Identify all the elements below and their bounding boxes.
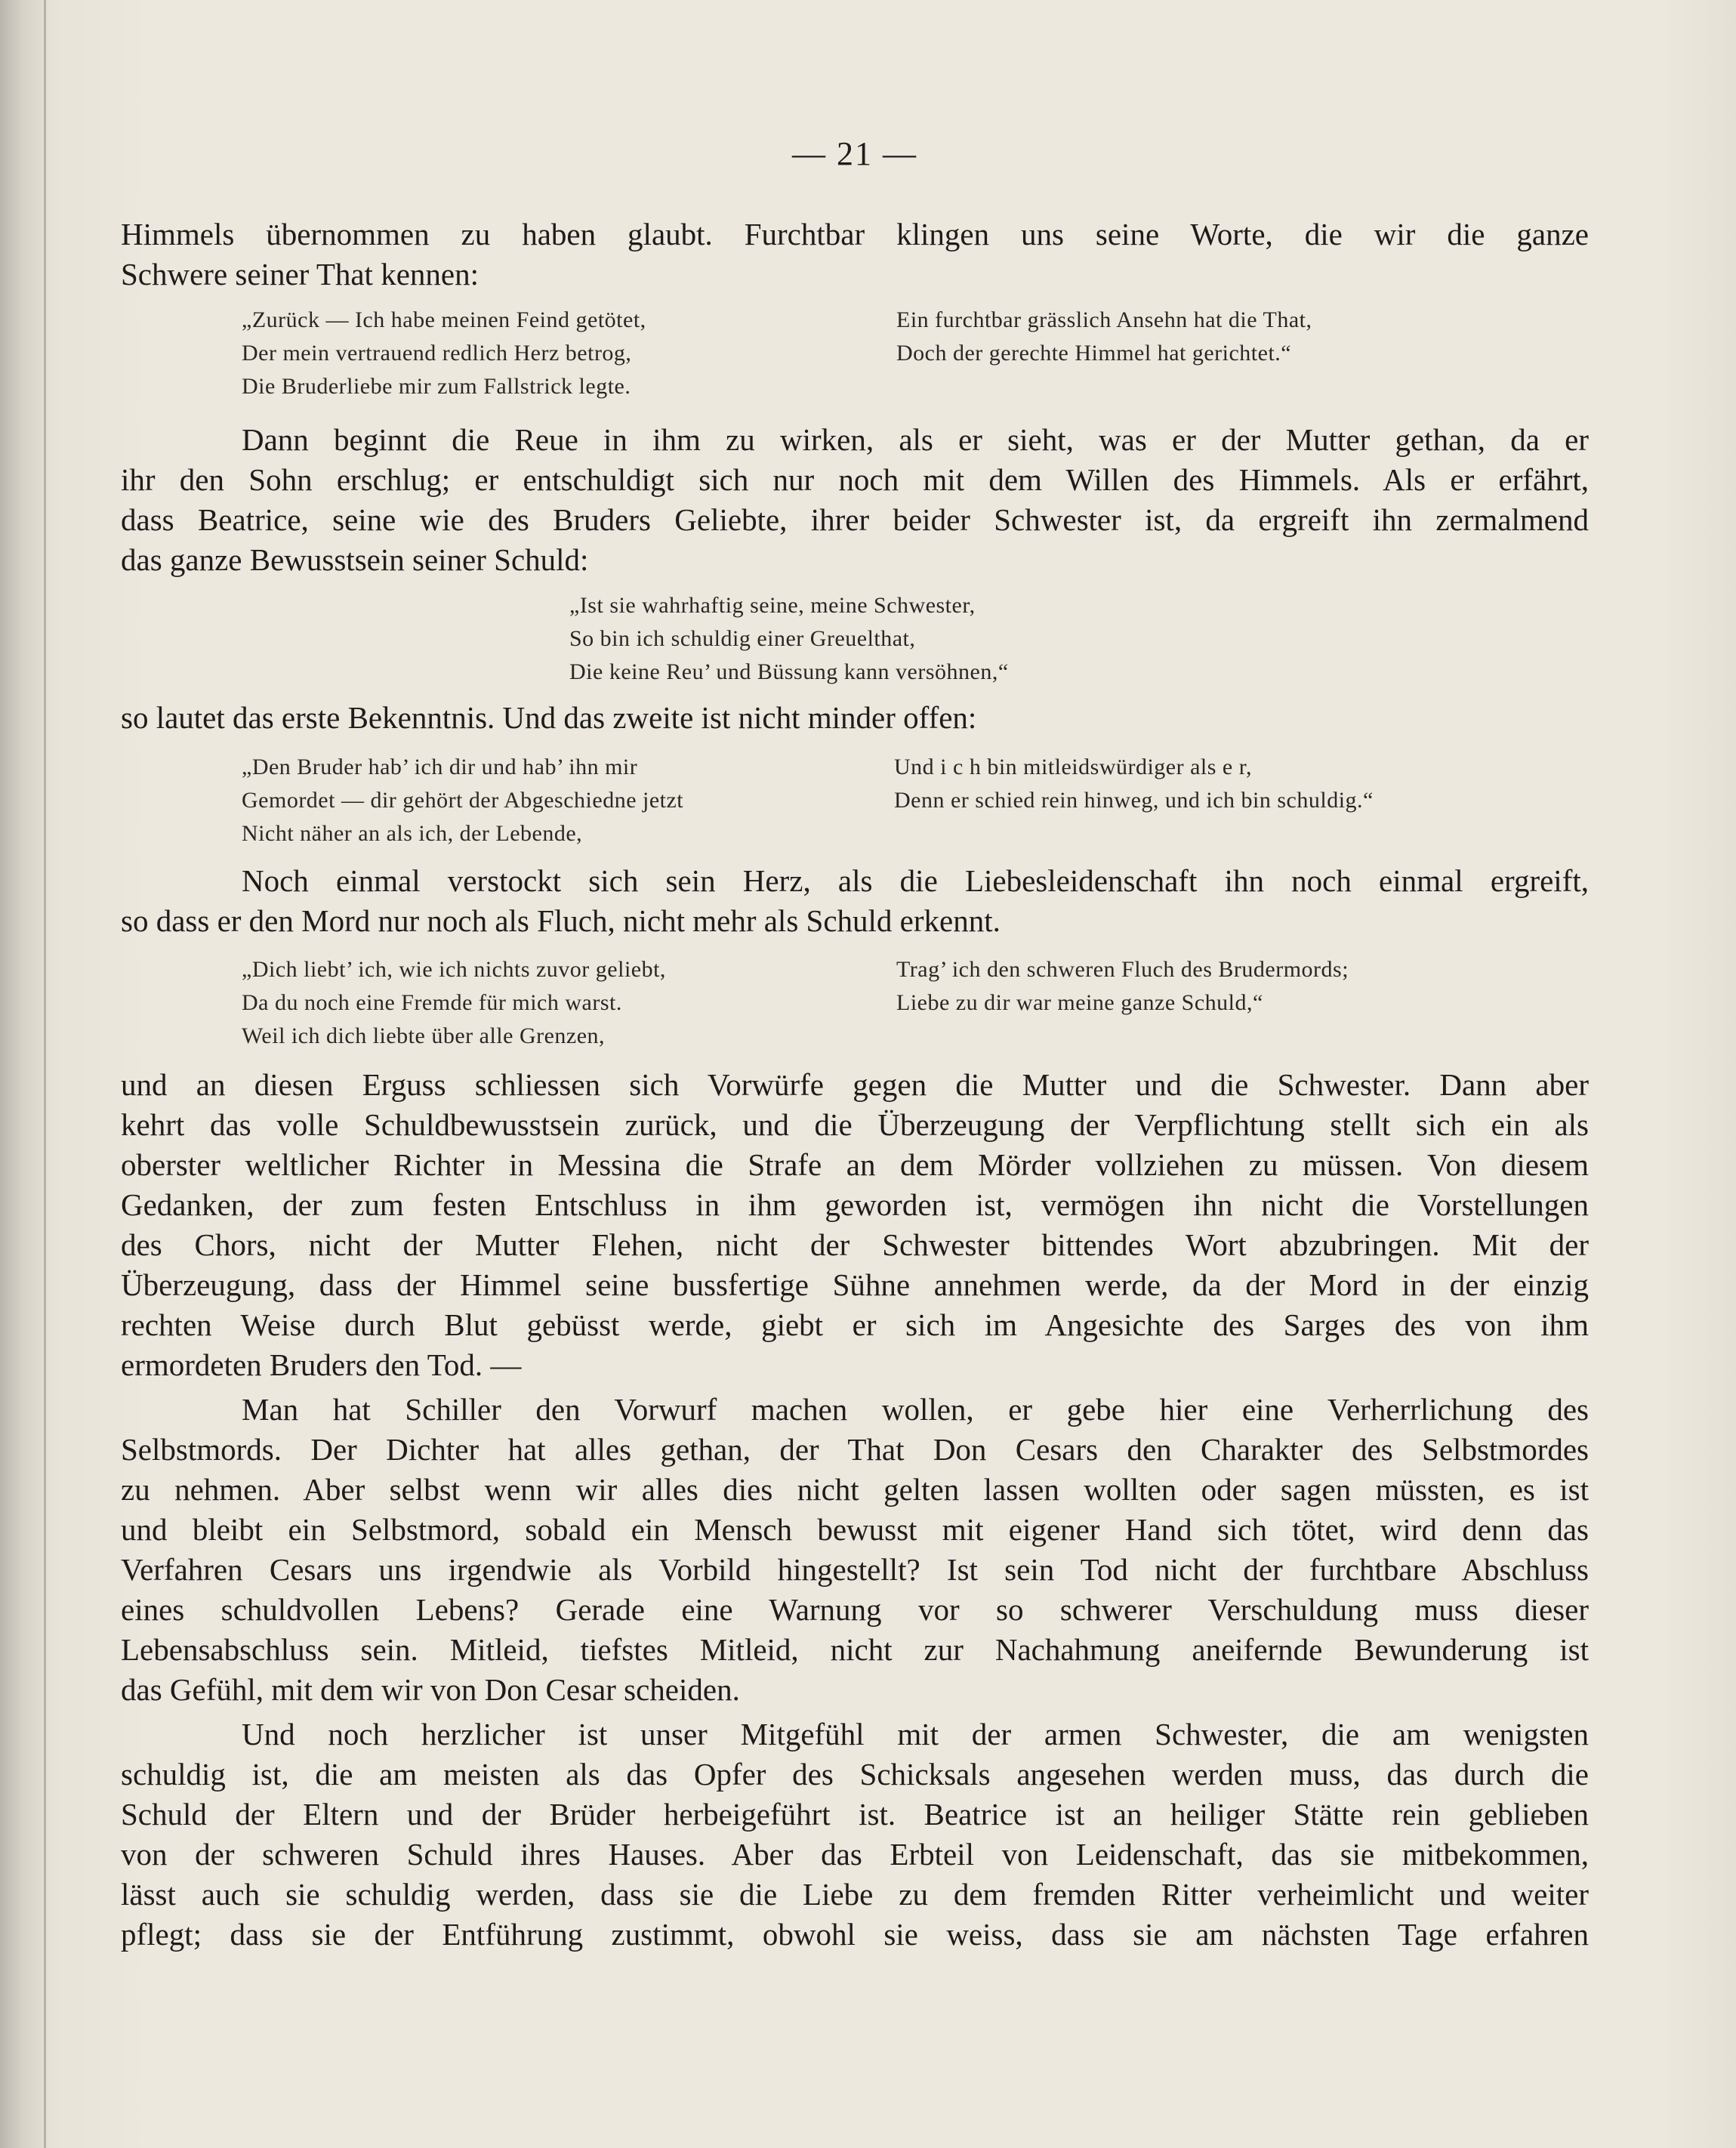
verse-line: Da du noch eine Fremde für mich warst. bbox=[242, 990, 622, 1015]
text-line: kehrt das volle Schuldbewusstsein zurück, und die Überzeugung der Verpflichtung stellt sich ein als bbox=[121, 1107, 1589, 1142]
text-line: pflegt; dass sie der Entführung zustimmt, obwohl sie weiss, dass sie am nächsten Tage erfahren bbox=[121, 1917, 1589, 1952]
paragraph-5 bbox=[121, 1065, 1589, 1385]
verse-line: „Den Bruder hab’ ich dir und hab’ ihn mir bbox=[242, 755, 638, 779]
text-line: und an diesen Erguss schliessen sich Vorwürfe gegen die Mutter und die Schwester. Dann aber bbox=[121, 1067, 1589, 1102]
verse-3-right bbox=[894, 751, 1374, 817]
verse-line: Weil ich dich liebte über alle Grenzen, bbox=[242, 1023, 606, 1048]
verse-1-left bbox=[242, 304, 646, 403]
text-line: schuldig ist, die am meisten als das Opfer des Schicksals angesehen werden muss, das durch die bbox=[121, 1757, 1589, 1792]
verse-line: Und i c h bin mitleidswürdiger als e r, bbox=[894, 755, 1253, 779]
verse-4-right bbox=[896, 953, 1349, 1020]
verse-line: Der mein vertrauend redlich Herz betrog, bbox=[242, 341, 632, 366]
text-line: des Chors, nicht der Mutter Flehen, nicht der Schwester bittendes Wort abzubringen. Mit der bbox=[121, 1227, 1589, 1262]
text-line: Schwere seiner That kennen: bbox=[121, 257, 479, 292]
text-line: Schuld der Eltern und der Brüder herbeigeführt ist. Beatrice ist an heiliger Stätte rein geblieben bbox=[121, 1797, 1589, 1832]
text-line: Noch einmal verstockt sich sein Herz, als die Liebesleidenschaft ihn noch einmal ergreift, bbox=[242, 863, 1589, 898]
page-gutter bbox=[44, 0, 46, 2148]
verse-line: „Zurück — Ich habe meinen Feind getötet, bbox=[242, 307, 646, 332]
verse-line: „Dich liebt’ ich, wie ich nichts zuvor geliebt, bbox=[242, 957, 666, 982]
text-line: Lebensabschluss sein. Mitleid, tiefstes Mitleid, nicht zur Nachahmung aneifernde Bewunderung ist bbox=[121, 1632, 1589, 1667]
text-line: zu nehmen. Aber selbst wenn wir alles dies nicht gelten lassen wollten oder sagen müssten, es ist bbox=[121, 1472, 1589, 1507]
text-line: oberster weltlicher Richter in Messina die Strafe an dem Mörder vollziehen zu müssen. Von diesem bbox=[121, 1147, 1589, 1182]
text-line: Und noch herzlicher ist unser Mitgefühl mit der armen Schwester, die am wenigsten bbox=[242, 1717, 1589, 1751]
paragraph-3 bbox=[121, 698, 1589, 738]
text-line: und bleibt ein Selbstmord, sobald ein Mensch bewusst mit eigener Hand sich tötet, wird denn das bbox=[121, 1512, 1589, 1547]
paragraph-6 bbox=[121, 1390, 1589, 1710]
verse-line: Ein furchtbar grässlich Ansehn hat die That, bbox=[896, 307, 1312, 332]
paragraph-2 bbox=[121, 420, 1589, 580]
verse-3-left bbox=[242, 751, 683, 850]
text-line: Verfahren Cesars uns irgendwie als Vorbild hingestellt? Ist sein Tod nicht der furchtbare Abschluss bbox=[121, 1552, 1589, 1587]
text-line: ihr den Sohn erschlug; er entschuldigt sich nur noch mit dem Willen des Himmels. Als er erfährt, bbox=[121, 462, 1589, 497]
text-line: so dass er den Mord nur noch als Fluch, nicht mehr als Schuld erkennt. bbox=[121, 903, 1001, 938]
text-line: so lautet das erste Bekenntnis. Und das zweite ist nicht minder offen: bbox=[121, 700, 977, 735]
text-line: das ganze Bewusstsein seiner Schuld: bbox=[121, 542, 589, 577]
text-line: Himmels übernommen zu haben glaubt. Furchtbar klingen uns seine Worte, die wir die ganze bbox=[121, 217, 1589, 252]
verse-line: So bin ich schuldig einer Greuelthat, bbox=[569, 626, 916, 651]
text-line: ermordeten Bruders den Tod. — bbox=[121, 1347, 522, 1382]
text-line: rechten Weise durch Blut gebüsst werde, giebt er sich im Angesichte des Sarges des von ihm bbox=[121, 1307, 1589, 1342]
verse-4-left bbox=[242, 953, 666, 1053]
verse-line: Denn er schied rein hinweg, und ich bin schuldig.“ bbox=[894, 788, 1374, 813]
text-line: Man hat Schiller den Vorwurf machen wollen, er gebe hier eine Verherrlichung des bbox=[242, 1392, 1589, 1427]
text-line: Überzeugung, dass der Himmel seine bussfertige Sühne annehmen werde, da der Mord in der einzig bbox=[121, 1267, 1589, 1302]
verse-line: „Ist sie wahrhaftig seine, meine Schwester, bbox=[569, 593, 976, 618]
paragraph-4 bbox=[121, 861, 1589, 941]
text-line: Selbstmords. Der Dichter hat alles gethan, der That Don Cesars den Charakter des Selbstmordes bbox=[121, 1432, 1589, 1467]
text-line: dass Beatrice, seine wie des Bruders Geliebte, ihrer beider Schwester ist, da ergreift ihn zermalmend bbox=[121, 502, 1589, 537]
verse-line: Gemordet — dir gehört der Abgeschiedne jetzt bbox=[242, 788, 684, 813]
page-number: — 21 — bbox=[792, 135, 917, 172]
verse-line: Trag’ ich den schweren Fluch des Brudermords; bbox=[896, 957, 1349, 982]
verse-line: Nicht näher an als ich, der Lebende, bbox=[242, 821, 583, 846]
verse-line: Liebe zu dir war meine ganze Schuld,“ bbox=[896, 990, 1263, 1015]
verse-line: Die Bruderliebe mir zum Fallstrick legte. bbox=[242, 374, 631, 399]
verse-1-right bbox=[896, 304, 1312, 370]
verse-2 bbox=[569, 589, 1009, 689]
text-line: von der schweren Schuld ihres Hauses. Aber das Erbteil von Leidenschaft, das sie mitbekommen, bbox=[121, 1837, 1589, 1872]
paragraph-1 bbox=[121, 214, 1589, 295]
verse-line: Die keine Reu’ und Büssung kann versöhnen,“ bbox=[569, 659, 1009, 684]
text-line: Dann beginnt die Reue in ihm zu wirken, als er sieht, was er der Mutter gethan, da er bbox=[242, 422, 1589, 457]
verse-line: Doch der gerechte Himmel hat gerichtet.“ bbox=[896, 341, 1292, 366]
text-line: eines schuldvollen Lebens? Gerade eine Warnung vor so schwerer Verschuldung muss dieser bbox=[121, 1592, 1589, 1627]
paragraph-7 bbox=[121, 1714, 1589, 1955]
text-line: das Gefühl, mit dem wir von Don Cesar scheiden. bbox=[121, 1672, 740, 1707]
text-line: Gedanken, der zum festen Entschluss in ihm geworden ist, vermögen ihn nicht die Vorstellungen bbox=[121, 1187, 1589, 1222]
text-line: lässt auch sie schuldig werden, dass sie die Liebe zu dem fremden Ritter verheimlicht und weiter bbox=[121, 1877, 1589, 1912]
